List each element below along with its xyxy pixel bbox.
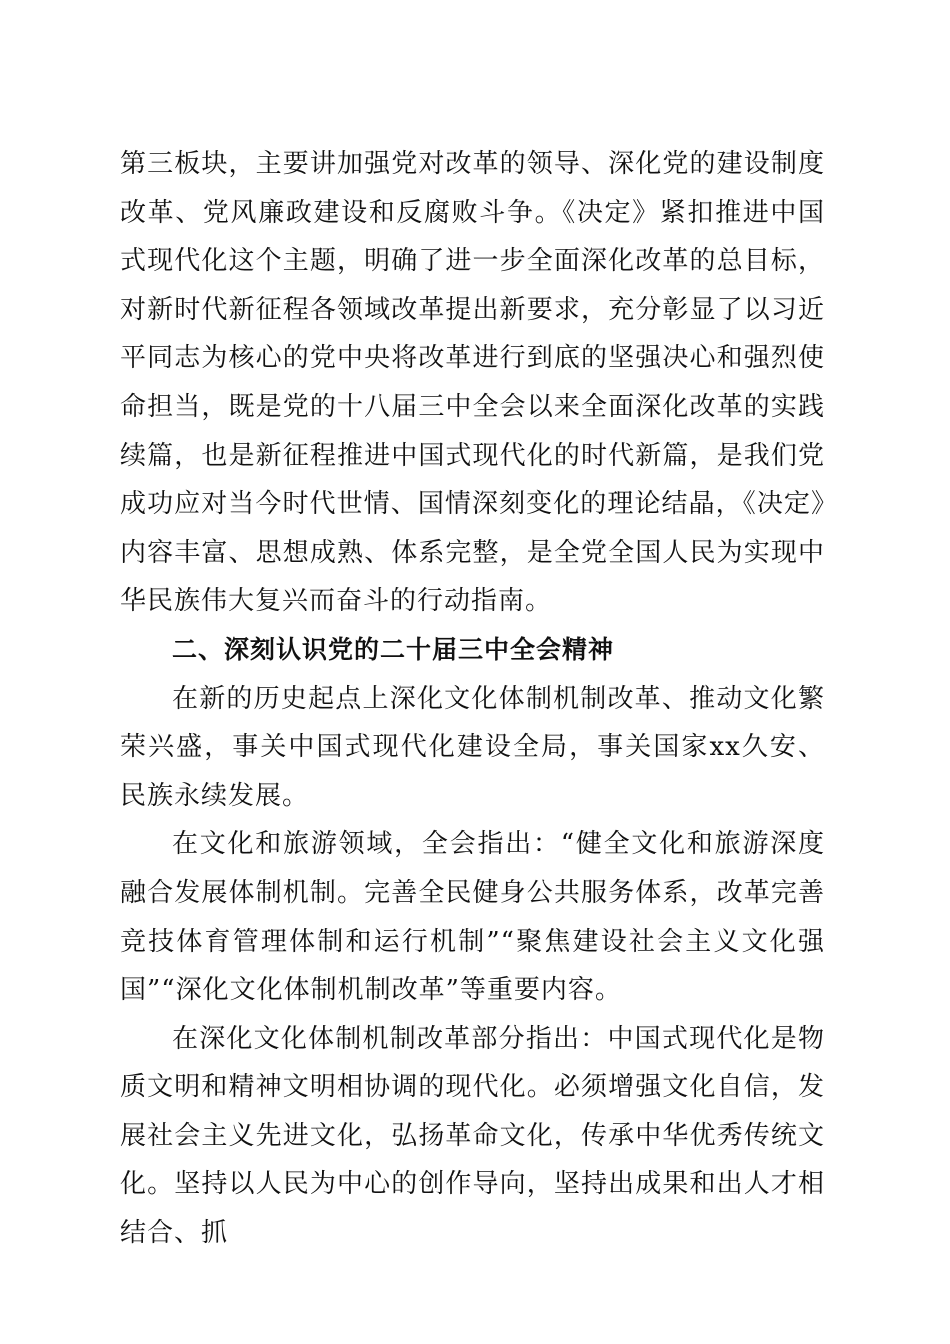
document-page <box>120 140 825 1258</box>
paragraph-continuation: 第三板块，主要讲加强党对改革的领导、深化党的建设制度改革、党风廉政建设和反腐败斗争。《决定》紧扣推进中国式现代化这个主题，明确了进一步全面深化改革的总目标，对新时代新征程各领域改革提出新要求，充分彰显了以习近平同志为核心的党中央将改革进行到底的坚强决心和强烈使命担当，既是党的十八届三中全会以来全面深化改革的实践续篇，也是新征程推进中国式现代化的时代新篇，是我们党成功应对当今时代世情、国情深刻变化的理论结晶，《决定》内容丰富、思想成熟、体系完整，是全党全国人民为实现中华民族伟大复兴而奋斗的行动指南。 <box>120 149 825 617</box>
paragraph-system-reform: 在深化文化体制机制改革部分指出：中国式现代化是物质文明和精神文明相协调的现代化。必须增强文化自信，发展社会主义先进文化，弘扬革命文化，传承中华优秀传统文化。坚持以人民为中心的创作导向，坚持出成果和出人才相结合、抓 <box>120 1023 825 1249</box>
paragraph-culture-reform: 在新的历史起点上深化文化体制机制改革、推动文化繁荣兴盛，事关中国式现代化建设全局，事关国家xx久安、民族永续发展。 <box>120 683 825 811</box>
section-heading: 二、深刻认识党的二十届三中全会精神 <box>172 634 615 664</box>
paragraph-culture-tourism: 在文化和旅游领域，全会指出：“健全文化和旅游深度融合发展体制机制。完善全民健身公共服务体系，改革完善竞技体育管理体制和运行机制”“聚焦建设社会主义文化强国”“深化文化体制机制改革”等重要内容。 <box>120 829 825 1006</box>
